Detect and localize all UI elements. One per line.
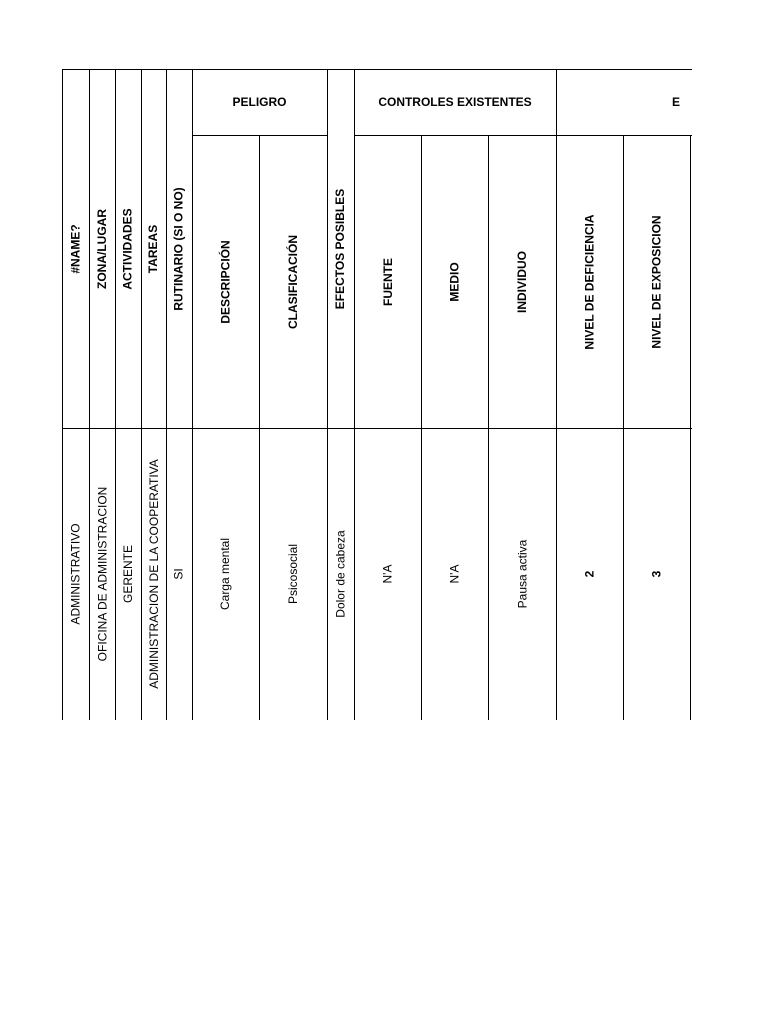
group-header-label: PELIGRO xyxy=(232,95,287,109)
column-header-individuo xyxy=(488,135,556,428)
group-header-evaluacion-cut xyxy=(672,69,696,135)
column-header-label: TAREAS xyxy=(146,224,161,273)
group-header-label: E xyxy=(672,95,681,109)
cell-value: N'A xyxy=(447,564,462,584)
cell-value: Dolor de cabeza xyxy=(333,530,348,618)
cell-value: 2 xyxy=(582,570,597,578)
col-border xyxy=(690,135,691,720)
column-header-label: FUENTE xyxy=(380,257,395,306)
group-header-controles-existentes xyxy=(354,69,556,135)
table-cell xyxy=(354,428,421,720)
column-header-rutinario xyxy=(166,69,192,428)
cell-value: ADMINISTRATIVO xyxy=(68,523,83,625)
cell-value: N'A xyxy=(380,564,395,584)
cell-value: Carga mental xyxy=(218,537,233,611)
group-header-peligro xyxy=(192,69,327,135)
column-header-label: RUTINARIO (SI O NO) xyxy=(172,186,187,311)
table-cell xyxy=(192,428,259,720)
column-header-nivel-deficiencia xyxy=(556,135,623,428)
column-header-tareas xyxy=(141,69,166,428)
column-header-label: NIVEL DE DEFICIENCIA xyxy=(582,213,597,350)
column-header-label: EFECTOS POSIBLES xyxy=(333,188,348,309)
table-cell xyxy=(141,428,166,720)
column-header-name xyxy=(62,69,89,428)
column-header-efectos-posibles xyxy=(327,69,354,428)
column-header-label: INDIVIDUO xyxy=(514,250,529,313)
cell-value: Psicosocial xyxy=(286,543,300,605)
table-cell xyxy=(421,428,488,720)
cell-value: SI xyxy=(172,568,186,580)
column-header-medio xyxy=(421,135,488,428)
group-header-label: CONTROLES EXISTENTES xyxy=(378,95,532,109)
cell-value: ADMINISTRACION DE LA COOPERATIVA xyxy=(146,459,161,689)
table-cell xyxy=(115,428,141,720)
cell-value: 3 xyxy=(649,570,664,578)
column-header-label: ZONA/LUGAR xyxy=(95,208,109,289)
column-header-fuente xyxy=(354,135,421,428)
table-cell xyxy=(259,428,327,720)
table-cell xyxy=(623,428,690,720)
column-header-label: DESCRIPCIÓN xyxy=(218,239,233,324)
table-cell xyxy=(166,428,192,720)
table-cell xyxy=(556,428,623,720)
column-header-actividades xyxy=(115,69,141,428)
cell-value: OFICINA DE ADMINISTRACION xyxy=(95,486,109,662)
cell-value: Pausa activa xyxy=(515,539,529,609)
cell-value: GERENTE xyxy=(121,544,136,604)
column-header-zona-lugar xyxy=(89,69,115,428)
column-header-descripcion xyxy=(192,135,259,428)
column-header-label: ACTIVIDADES xyxy=(121,207,135,290)
table-cell xyxy=(488,428,556,720)
column-header-nivel-exposicion xyxy=(623,135,690,428)
column-header-label: #NAME? xyxy=(68,223,83,274)
column-header-label: CLASIFICACIÓN xyxy=(286,234,300,329)
table-cell xyxy=(62,428,89,720)
column-header-clasificacion xyxy=(259,135,327,428)
table-cell xyxy=(327,428,354,720)
column-header-label: MEDIO xyxy=(447,261,462,302)
table-cell xyxy=(89,428,115,720)
column-header-label: NIVEL DE EXPOSICION xyxy=(649,214,664,349)
